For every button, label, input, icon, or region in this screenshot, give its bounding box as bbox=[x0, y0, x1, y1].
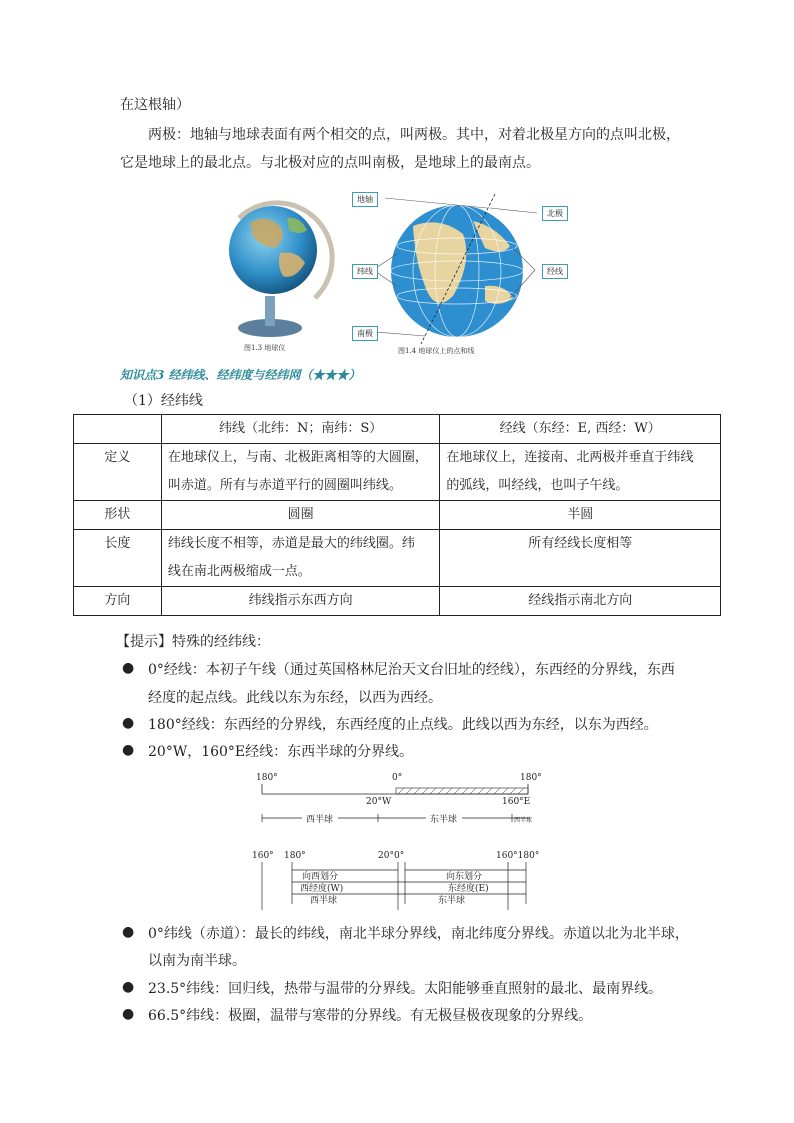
cell-line: 线在南北两极缩成一点。 bbox=[167, 564, 311, 579]
intro-line-2: 两极：地轴与地球表面有两个相交的点，叫两极。其中，对着北极星方向的点叫北极， bbox=[148, 127, 680, 143]
dg-top-right: 180° bbox=[520, 773, 542, 783]
tip-item-1-line2: 经度的起点线。此线以东为东经，以西为西经。 bbox=[148, 690, 442, 706]
bullet-dot: ● bbox=[122, 715, 135, 731]
tip-item-4-line2: 以南为南半球。 bbox=[148, 953, 246, 969]
leader-axis bbox=[385, 198, 487, 208]
intro-line-1: 在这根轴） bbox=[120, 97, 190, 113]
leader-south bbox=[375, 332, 425, 336]
globe-sphere bbox=[229, 206, 317, 294]
dg-b-180: 180° bbox=[284, 851, 306, 861]
dg-top-left: 180° bbox=[256, 773, 278, 783]
intro-line-3: 它是地球上的最北点。与北极对应的点叫南极，是地球上的最南点。 bbox=[120, 155, 540, 171]
globe-stand bbox=[265, 296, 275, 326]
dg-hatched-band bbox=[396, 788, 528, 794]
dg-b-0: 0° bbox=[394, 851, 405, 861]
dg-b-160-180: 160°180° bbox=[496, 851, 540, 861]
globe-figure bbox=[225, 188, 335, 340]
table-row-label: 形状 bbox=[74, 501, 162, 530]
dg-b-160: 160° bbox=[252, 851, 274, 861]
tip-item-3: 20°W，160°E经线：东西半球的分界线。 bbox=[148, 744, 414, 760]
fig2-caption: 图1.4 地球仪上的点和线 bbox=[398, 347, 475, 355]
latlon-table bbox=[73, 414, 721, 616]
cell-line: 在地球仪上，与南、北极距离相等的大圆圈， bbox=[167, 450, 428, 465]
table-cell: 纬线指示东西方向 bbox=[161, 587, 440, 616]
leader-north bbox=[490, 208, 537, 213]
dg-top-zero: 0° bbox=[392, 773, 403, 783]
bullet-dot: ● bbox=[122, 660, 135, 676]
bullet-dot: ● bbox=[122, 924, 135, 940]
tip-item-6: 66.5°纬线：极圈，温带与寒带的分界线。有无极昼极夜现象的分界线。 bbox=[148, 1008, 593, 1024]
table-row bbox=[74, 501, 721, 530]
label-north: 北极 bbox=[542, 206, 568, 221]
dg-b-20: 20° bbox=[378, 851, 394, 861]
table-header-cell bbox=[74, 415, 162, 444]
table-row bbox=[74, 587, 721, 616]
label-meridian: 经线 bbox=[542, 264, 568, 279]
table-cell: 经线指示南北方向 bbox=[440, 587, 721, 616]
tip-item-5: 23.5°纬线：回归线，热带与温带的分界线。太阳能够垂直照射的最北、最南界线。 bbox=[148, 981, 663, 997]
dg-east-hemi2: 东半球 bbox=[438, 896, 466, 906]
label-south: 南极 bbox=[352, 326, 378, 341]
fig1-caption: 图1.3 地球仪 bbox=[244, 344, 286, 352]
dg-west-lon: 西经度(W) bbox=[300, 884, 344, 894]
table-cell: 半圆 bbox=[440, 501, 721, 530]
table-cell bbox=[161, 444, 440, 501]
dg-west-hemi2: 西半球 bbox=[310, 896, 338, 906]
dg-east-lon: 东经度(E) bbox=[448, 884, 489, 894]
cell-line: 纬线长度不相等，赤道是最大的纬线圈。纬 bbox=[167, 536, 415, 551]
tip-title: 【提示】特殊的经纬线： bbox=[116, 634, 270, 650]
table-cell: 圆圈 bbox=[161, 501, 440, 530]
dg-west-divide: 向西划分 bbox=[302, 872, 339, 882]
cell-line: 叫赤道。所有与赤道平行的圆圈叫纬线。 bbox=[167, 478, 402, 493]
dg-east-hemi: 东半球 bbox=[430, 815, 458, 825]
section-title: 知识点3 经纬线、经纬度与经纬网（★★★） bbox=[120, 368, 361, 382]
tip-item-1-line1: 0°经线：本初子午线（通过英国格林尼治天文台旧址的经线），东西经的分界线，东西 bbox=[148, 662, 675, 678]
table-cell bbox=[161, 530, 440, 587]
table-cell: 所有经线长度相等 bbox=[440, 530, 721, 587]
table-row-label: 定义 bbox=[74, 444, 162, 501]
table-header-row bbox=[74, 415, 721, 444]
dg-20w: 20°W bbox=[366, 797, 392, 807]
cell-line: 在地球仪上，连接南、北两极并垂直于纬线 bbox=[446, 450, 694, 465]
dg-west-hemi-small: 西半球 bbox=[514, 817, 533, 824]
table-header-cell: 经线（东经：E, 西经：W） bbox=[440, 415, 721, 444]
label-axis: 地轴 bbox=[352, 192, 378, 207]
section-subtitle: （1）经纬线 bbox=[124, 393, 203, 409]
bullet-dot: ● bbox=[122, 979, 135, 995]
dg-160e: 160°E bbox=[502, 797, 531, 807]
dg-east-divide: 向东划分 bbox=[446, 872, 483, 882]
bullet-dot: ● bbox=[122, 1006, 135, 1022]
tip-item-2: 180°经线：东西经的分界线，东西经度的止点线。此线以西为东经，以东为西经。 bbox=[148, 717, 658, 733]
table-row bbox=[74, 444, 721, 501]
table-row-label: 长度 bbox=[74, 530, 162, 587]
cell-line: 的弧线，叫经线，也叫子午线。 bbox=[446, 478, 629, 493]
dg-west-hemi: 西半球 bbox=[306, 815, 334, 825]
hemisphere-diagram bbox=[248, 770, 548, 916]
tip-item-4-line1: 0°纬线（赤道）：最长的纬线，南北半球分界线，南北纬度分界线。赤道以北为北半球， bbox=[148, 926, 689, 942]
table-row bbox=[74, 530, 721, 587]
table-header-cell: 纬线（北纬：N；南纬：S） bbox=[161, 415, 440, 444]
bullet-dot: ● bbox=[122, 742, 135, 758]
table-row-label: 方向 bbox=[74, 587, 162, 616]
label-parallel: 纬线 bbox=[352, 264, 378, 279]
table-cell bbox=[440, 444, 721, 501]
